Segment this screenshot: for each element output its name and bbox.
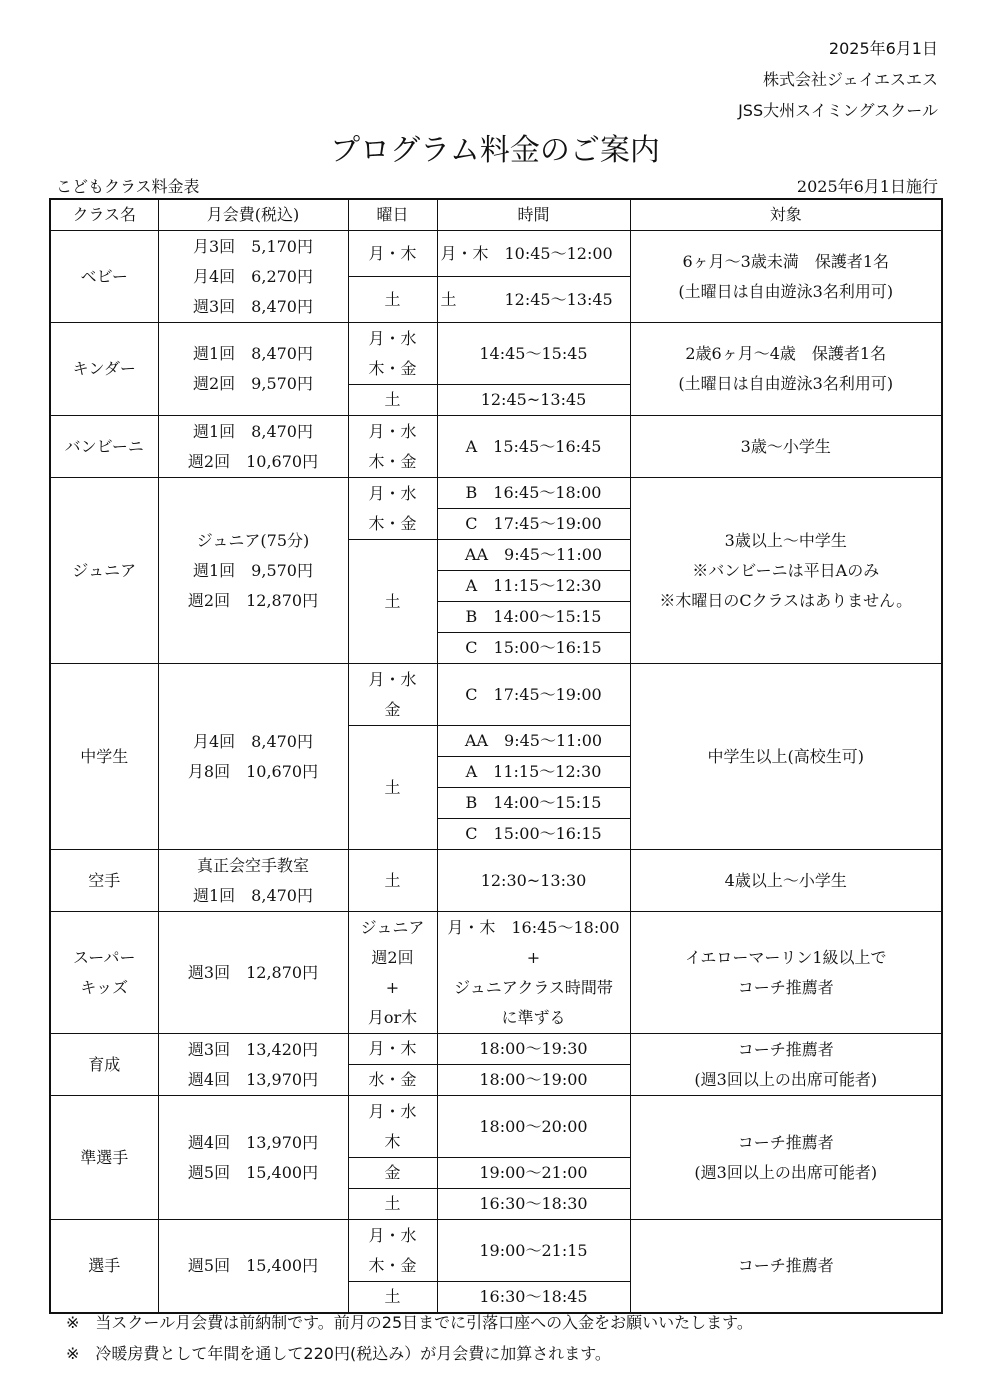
time-cell: 12:30~13:30 xyxy=(437,850,630,912)
day-cell: 土 xyxy=(348,277,437,323)
day-cell xyxy=(348,323,437,385)
note-aircon-fee: ※ 冷暖房費として年間を通して220円(税込み）が月会費に加算されます。 xyxy=(66,1344,611,1363)
target-line: コーチ推薦者 xyxy=(737,1039,834,1059)
table-row xyxy=(50,664,942,726)
target-cell xyxy=(630,231,942,323)
time-cell: C 15:00～16:15 xyxy=(437,819,630,850)
target-cell: 4歳以上～小学生 xyxy=(630,850,942,912)
header-class: クラス名 xyxy=(50,199,158,231)
target-line: (週3回以上の出席可能者) xyxy=(694,1069,878,1089)
fee-line: ジュニア(75分) xyxy=(196,530,310,550)
target-cell: 中学生以上(高校生可) xyxy=(630,664,942,850)
class-ikusei: 育成 xyxy=(50,1034,158,1096)
day-cell: 土 xyxy=(348,726,437,850)
target-cell: 3歳～小学生 xyxy=(630,416,942,478)
time-cell: A 11:15～12:30 xyxy=(437,757,630,788)
time-cell: A 15:45～16:45 xyxy=(437,416,630,478)
day-line: 木・金 xyxy=(368,1255,417,1275)
time-cell: 18:00～19:30 xyxy=(437,1034,630,1065)
day-cell xyxy=(348,416,437,478)
target-cell: コーチ推薦者 xyxy=(630,1220,942,1314)
fee-line: 月8回 10,670円 xyxy=(187,761,319,781)
fee-line: 週2回 12,870円 xyxy=(187,590,319,610)
day-cell xyxy=(348,664,437,726)
day-cell xyxy=(348,912,437,1034)
table-caption: こどもクラス料金表 xyxy=(56,177,200,196)
fee-line: 月4回 8,470円 xyxy=(193,731,313,751)
time-cell: 16:30～18:45 xyxy=(437,1282,630,1314)
target-cell xyxy=(630,323,942,416)
fee-table xyxy=(49,198,943,1314)
fee-line: 週3回 8,470円 xyxy=(193,296,313,316)
table-row xyxy=(50,1220,942,1282)
table-row xyxy=(50,912,942,1034)
class-name-line: キッズ xyxy=(80,977,129,997)
day-line: 木 xyxy=(384,1131,401,1151)
fee-line: 月4回 6,270円 xyxy=(193,266,313,286)
target-line: (土曜日は自由遊泳3名利用可) xyxy=(678,374,894,393)
day-cell xyxy=(348,478,437,540)
day-line: + xyxy=(385,977,400,997)
day-line: 週2回 xyxy=(371,947,414,967)
class-junsenshu: 準選手 xyxy=(50,1096,158,1220)
time-cell: 12:45~13:45 xyxy=(437,385,630,416)
time-cell: AA 9:45～11:00 xyxy=(437,726,630,757)
day-cell xyxy=(348,1220,437,1282)
fee-line: 週1回 8,470円 xyxy=(193,885,313,905)
time-cell: 16:30～18:30 xyxy=(437,1189,630,1220)
fee-line: 週4回 13,970円 xyxy=(187,1069,319,1089)
fee-cell xyxy=(158,478,348,664)
note-prepayment: ※ 当スクール月会費は前納制です。前月の25日までに引落口座への入金をお願いいたします。 xyxy=(66,1313,753,1332)
fee-line: 週1回 9,570円 xyxy=(193,560,313,580)
class-superkids xyxy=(50,912,158,1034)
time-cell: 土 12:45～13:45 xyxy=(437,277,630,323)
page-title: プログラム料金のご案内 xyxy=(330,133,660,168)
time-cell: 19:00～21:15 xyxy=(437,1220,630,1282)
class-karate: 空手 xyxy=(50,850,158,912)
fee-cell xyxy=(158,231,348,323)
target-line: (土曜日は自由遊泳3名利用可) xyxy=(678,281,894,301)
target-line: 2歳6ヶ月～4歳 保護者1名 xyxy=(685,344,887,363)
school-name: JSS大州スイミングスクール xyxy=(738,101,938,120)
day-line: 月・水 xyxy=(368,421,417,441)
time-cell: B 14:00～15:15 xyxy=(437,788,630,819)
day-line: 月・水 xyxy=(368,1101,417,1121)
fee-cell: 週5回 15,400円 xyxy=(158,1220,348,1314)
target-line: 3歳以上～中学生 xyxy=(724,530,847,550)
day-line: 木・金 xyxy=(368,513,417,533)
time-line: に準ずる xyxy=(501,1007,566,1027)
day-cell: 土 xyxy=(348,1189,437,1220)
fee-line: 月3回 5,170円 xyxy=(193,236,313,256)
target-line: 6ヶ月～3歳未満 保護者1名 xyxy=(682,251,890,271)
target-line: イエローマーリン1級以上で xyxy=(684,947,887,967)
day-cell: 土 xyxy=(348,1282,437,1314)
time-cell: 18:00～19:00 xyxy=(437,1065,630,1096)
table-row xyxy=(50,416,942,478)
fee-line: 週1回 8,470円 xyxy=(193,421,313,441)
day-cell: 土 xyxy=(348,850,437,912)
time-line: + xyxy=(526,947,541,967)
target-cell xyxy=(630,1096,942,1220)
header-target: 対象 xyxy=(630,199,942,231)
day-cell: 金 xyxy=(348,1158,437,1189)
target-line: (週3回以上の出席可能者) xyxy=(694,1162,878,1182)
issue-date: 2025年6月1日 xyxy=(828,39,938,58)
time-cell: 月・木 10:45～12:00 xyxy=(437,231,630,277)
time-cell: 19:00～21:00 xyxy=(437,1158,630,1189)
fee-cell: 週3回 12,870円 xyxy=(158,912,348,1034)
fee-line: 週1回 8,470円 xyxy=(193,344,313,363)
table-row xyxy=(50,231,942,277)
class-baby: ベビー xyxy=(50,231,158,323)
day-cell: 月・木 xyxy=(348,231,437,277)
table-row xyxy=(50,1096,942,1158)
class-kinder: キンダー xyxy=(50,323,158,416)
day-line: 木・金 xyxy=(368,451,417,471)
header-time: 時間 xyxy=(437,199,630,231)
day-line: 木・金 xyxy=(368,358,417,378)
day-line: 月・水 xyxy=(368,483,417,503)
fee-cell xyxy=(158,416,348,478)
fee-cell xyxy=(158,1034,348,1096)
table-row xyxy=(50,478,942,509)
time-cell: 18:00～20:00 xyxy=(437,1096,630,1158)
target-cell xyxy=(630,912,942,1034)
time-cell: B 16:45～18:00 xyxy=(437,478,630,509)
time-cell: C 15:00～16:15 xyxy=(437,633,630,664)
day-line: ジュニア xyxy=(360,917,425,937)
time-line: 月・木 16:45～18:00 xyxy=(447,917,620,937)
time-cell xyxy=(437,912,630,1034)
day-line: 月or木 xyxy=(367,1007,418,1027)
time-cell: C 17:45～19:00 xyxy=(437,664,630,726)
class-bambini: バンビーニ xyxy=(50,416,158,478)
class-junior: ジュニア xyxy=(50,478,158,664)
table-row xyxy=(50,323,942,385)
day-line: 月・水 xyxy=(368,669,417,689)
day-line: 月・水 xyxy=(368,1225,417,1245)
time-cell: AA 9:45～11:00 xyxy=(437,540,630,571)
fee-cell xyxy=(158,323,348,416)
class-middle: 中学生 xyxy=(50,664,158,850)
time-cell: A 11:15～12:30 xyxy=(437,571,630,602)
class-senshu: 選手 xyxy=(50,1220,158,1314)
day-cell: 月・木 xyxy=(348,1034,437,1065)
day-cell: 土 xyxy=(348,540,437,664)
fee-line: 週3回 13,420円 xyxy=(187,1039,319,1059)
fee-cell xyxy=(158,664,348,850)
company-name: 株式会社ジェイエスエス xyxy=(762,70,938,89)
target-line: ※木曜日のCクラスはありません。 xyxy=(659,590,913,610)
target-cell xyxy=(630,1034,942,1096)
target-line: コーチ推薦者 xyxy=(737,977,834,997)
day-line: 金 xyxy=(384,699,401,719)
time-cell: 14:45～15:45 xyxy=(437,323,630,385)
class-name-line: スーパー xyxy=(73,947,136,967)
fee-line: 週2回 9,570円 xyxy=(193,374,313,393)
fee-line: 週2回 10,670円 xyxy=(187,451,319,471)
table-row xyxy=(50,850,942,912)
target-line: コーチ推薦者 xyxy=(737,1132,834,1152)
table-header-row xyxy=(50,199,942,231)
fee-line: 週5回 15,400円 xyxy=(187,1162,319,1182)
target-line: ※バンビーニは平日Aのみ xyxy=(692,560,880,580)
table-row xyxy=(50,1034,942,1065)
header-fee: 月会費(税込) xyxy=(158,199,348,231)
day-cell xyxy=(348,1096,437,1158)
time-cell: C 17:45～19:00 xyxy=(437,509,630,540)
fee-cell xyxy=(158,1096,348,1220)
time-cell: B 14:00～15:15 xyxy=(437,602,630,633)
effective-date: 2025年6月1日施行 xyxy=(796,177,938,196)
fee-line: 真正会空手教室 xyxy=(196,855,309,875)
fee-line: 週4回 13,970円 xyxy=(187,1132,319,1152)
day-line: 月・水 xyxy=(368,328,417,348)
time-line: ジュニアクラス時間帯 xyxy=(454,977,613,997)
target-cell xyxy=(630,478,942,664)
day-cell: 水・金 xyxy=(348,1065,437,1096)
day-cell: 土 xyxy=(348,385,437,416)
fee-cell xyxy=(158,850,348,912)
header-day: 曜日 xyxy=(348,199,437,231)
